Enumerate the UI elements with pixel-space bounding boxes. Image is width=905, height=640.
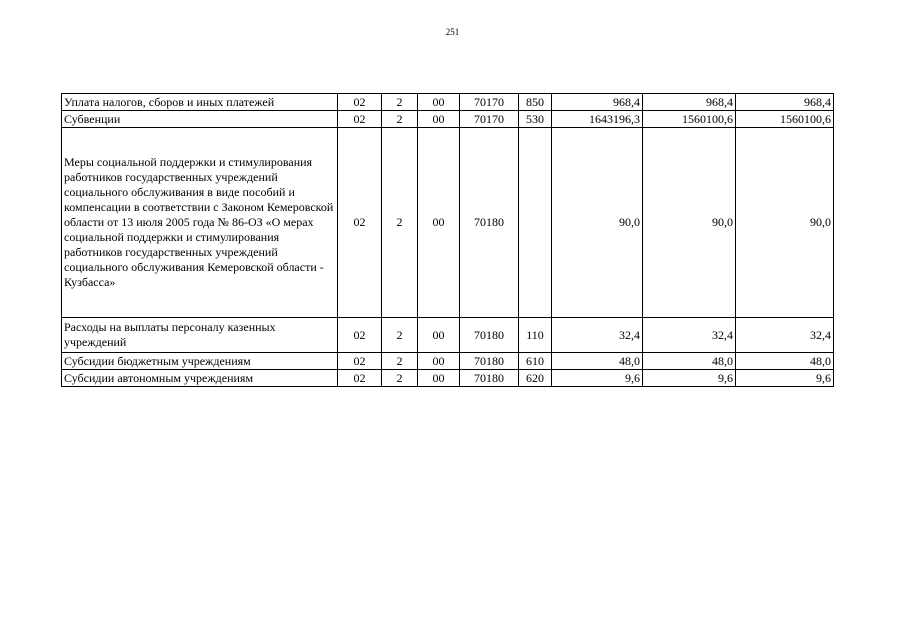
code-section: 02 xyxy=(338,353,382,370)
amount-1: 32,4 xyxy=(552,318,643,353)
amount-3: 1560100,6 xyxy=(736,111,834,128)
amount-3: 9,6 xyxy=(736,370,834,387)
amount-2: 968,4 xyxy=(643,94,736,111)
code-section: 02 xyxy=(338,318,382,353)
amount-2: 48,0 xyxy=(643,353,736,370)
code-expense-type: 850 xyxy=(519,94,552,111)
row-name: Расходы на выплаты персоналу казенных учреждений xyxy=(62,318,338,353)
amount-1: 90,0 xyxy=(552,128,643,318)
code-direction: 70170 xyxy=(460,94,519,111)
code-program: 2 xyxy=(382,318,418,353)
code-section: 02 xyxy=(338,370,382,387)
code-program: 2 xyxy=(382,353,418,370)
amount-1: 48,0 xyxy=(552,353,643,370)
code-section: 02 xyxy=(338,111,382,128)
page-number: 251 xyxy=(445,27,460,37)
code-expense-type: 620 xyxy=(519,370,552,387)
code-expense-type: 110 xyxy=(519,318,552,353)
code-subprogram: 00 xyxy=(418,353,460,370)
amount-3: 32,4 xyxy=(736,318,834,353)
table-row xyxy=(62,370,834,387)
code-direction: 70180 xyxy=(460,370,519,387)
code-subprogram: 00 xyxy=(418,318,460,353)
code-direction: 70170 xyxy=(460,111,519,128)
code-subprogram: 00 xyxy=(418,128,460,318)
table-row xyxy=(62,94,834,111)
code-direction: 70180 xyxy=(460,353,519,370)
row-name: Субсидии автономным учреждениям xyxy=(62,370,338,387)
code-expense-type: 610 xyxy=(519,353,552,370)
amount-1: 968,4 xyxy=(552,94,643,111)
amount-2: 9,6 xyxy=(643,370,736,387)
code-subprogram: 00 xyxy=(418,111,460,128)
amount-1: 1643196,3 xyxy=(552,111,643,128)
row-name: Субвенции xyxy=(62,111,338,128)
amount-3: 968,4 xyxy=(736,94,834,111)
code-program: 2 xyxy=(382,94,418,111)
amount-1: 9,6 xyxy=(552,370,643,387)
table-row xyxy=(62,353,834,370)
code-subprogram: 00 xyxy=(418,370,460,387)
row-name: Меры социальной поддержки и стимулирования работников государственных учреждений социального обслуживания в виде пособий и компенсации в соответствии с Законом Кемеровской области от 13 июля 2005 года № 86-ОЗ «О мерах социальной поддержки и стимулирования работников государственных учреждений социального обслуживания Кемеровской области - Кузбасса» xyxy=(62,128,338,318)
table-row xyxy=(62,111,834,128)
code-program: 2 xyxy=(382,128,418,318)
code-direction: 70180 xyxy=(460,318,519,353)
amount-3: 90,0 xyxy=(736,128,834,318)
amount-2: 90,0 xyxy=(643,128,736,318)
amount-2: 1560100,6 xyxy=(643,111,736,128)
table-row xyxy=(62,318,834,353)
code-subprogram: 00 xyxy=(418,94,460,111)
code-expense-type: 530 xyxy=(519,111,552,128)
table-row xyxy=(62,128,834,318)
row-name: Уплата налогов, сборов и иных платежей xyxy=(62,94,338,111)
code-section: 02 xyxy=(338,128,382,318)
code-program: 2 xyxy=(382,111,418,128)
row-name: Субсидии бюджетным учреждениям xyxy=(62,353,338,370)
amount-3: 48,0 xyxy=(736,353,834,370)
code-direction: 70180 xyxy=(460,128,519,318)
code-section: 02 xyxy=(338,94,382,111)
code-program: 2 xyxy=(382,370,418,387)
amount-2: 32,4 xyxy=(643,318,736,353)
code-expense-type xyxy=(519,128,552,318)
budget-table xyxy=(61,93,834,387)
